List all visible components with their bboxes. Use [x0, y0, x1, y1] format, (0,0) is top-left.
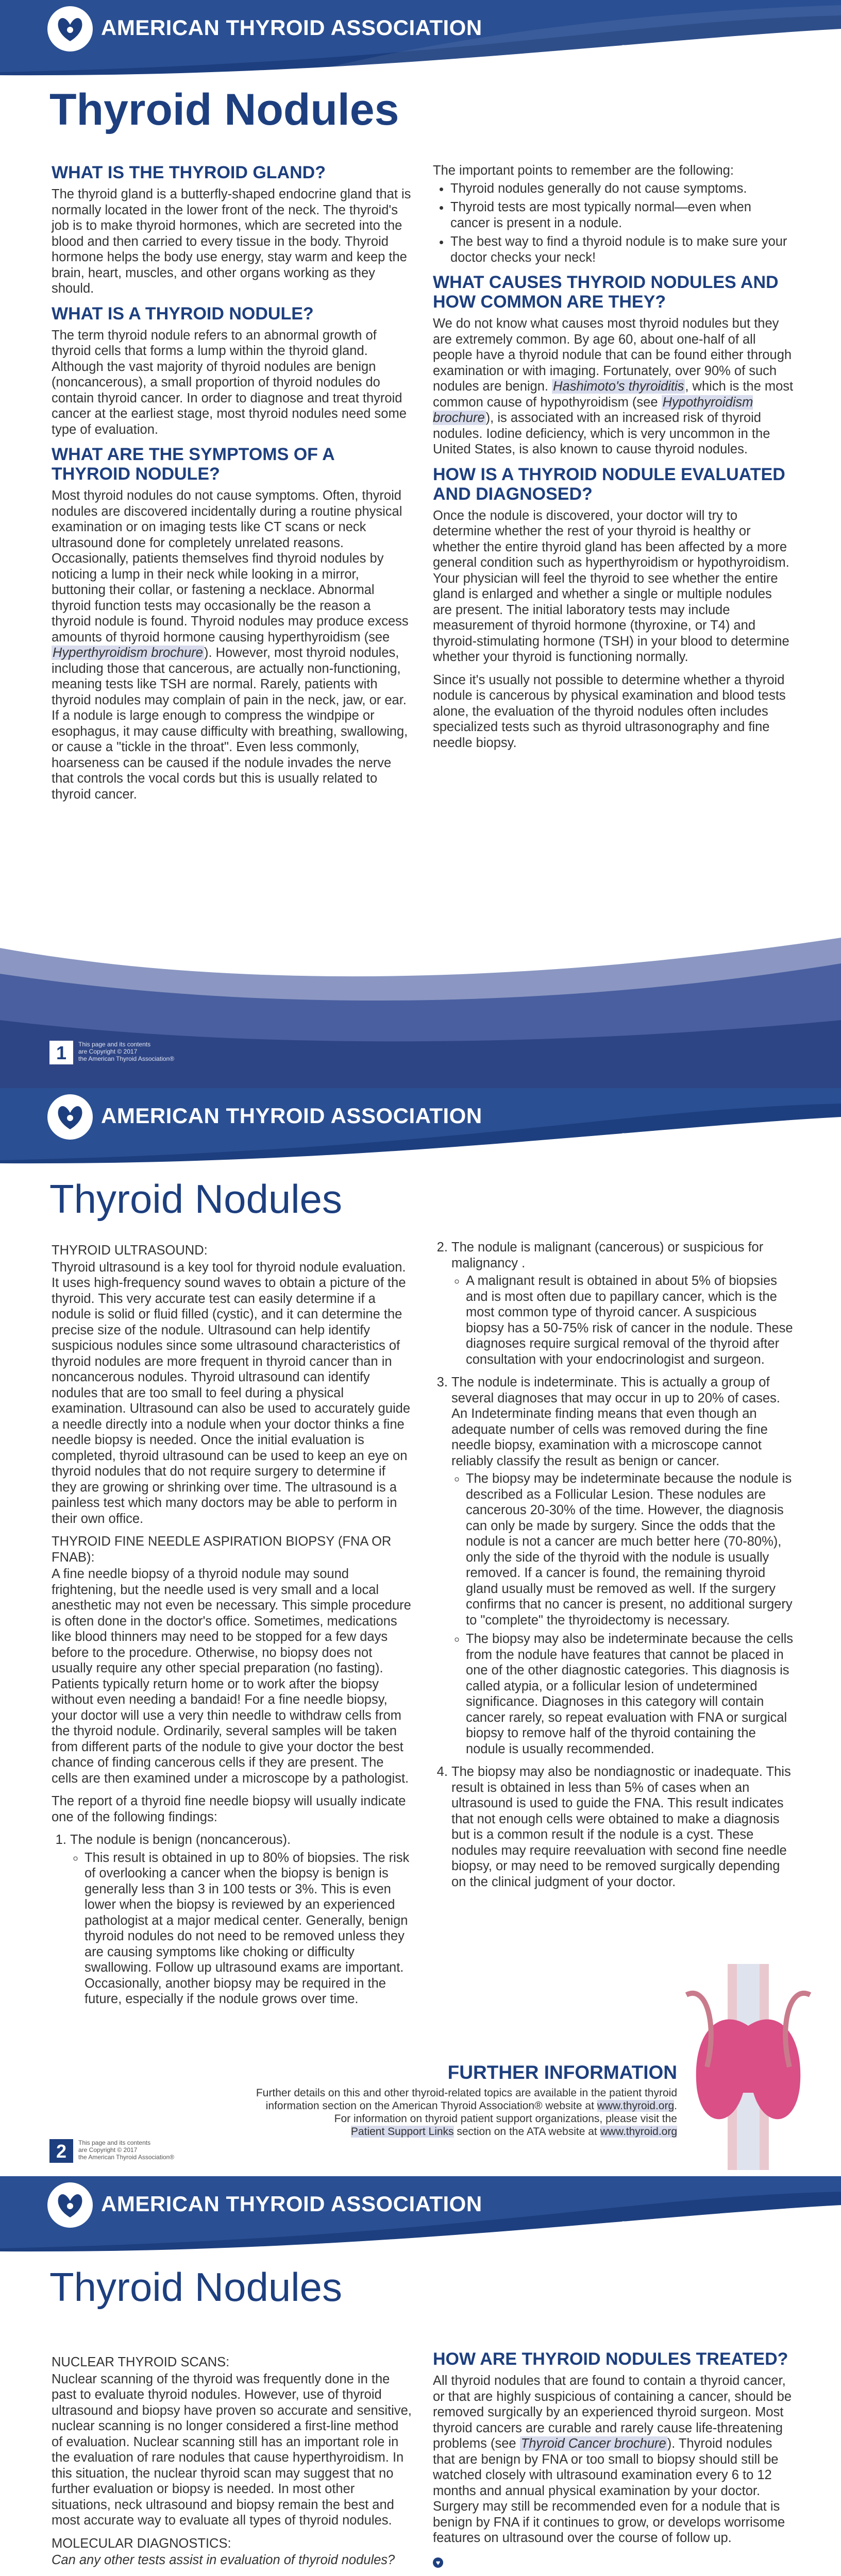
list-item: 4. The biopsy may also be nondiagnostic or inadequate. This result is obtained in less than 5% of cases when an ultrasound is used to guide the FNA. This result indicates that not enough cells were obtained to make a diagnosis but is a common result if the nodule is a cyst. These nodules may require reevaluation with second fine needle biopsy, or may need to be removed surgically depending on the clinical judgment of your doctor. — [451, 1764, 794, 1890]
sub-list — [451, 1471, 794, 1757]
page-3 — [0, 2176, 841, 2576]
copyright-line: This page and its contents — [78, 1041, 151, 1048]
section-body: Once the nodule is discovered, your doctor will try to determine whether the rest of your thyroid is healthy or whether the entire thyroid gland has been affected by a more general condition such as hyperthyroidism or hypothyroidism. Your physician will feel the thyroid to see whether the entire gland is enlarged and whether a single or multiple nodules are present. The initial laboratory tests may include measurement of thyroid hormone (thyroxine, or T4) and thyroid-stimulating hormone (TSH) in your blood to determine whether your thyroid is functioning normally. — [433, 508, 789, 664]
further-info-heading: FURTHER INFORMATION — [447, 2062, 677, 2083]
list-item — [70, 1832, 412, 2007]
thyroid-cancer-brochure-link[interactable]: Thyroid Cancer brochure — [520, 2436, 666, 2451]
further-info-text — [224, 2087, 677, 2138]
left-column — [52, 1238, 412, 2014]
copyright-notice — [78, 2139, 174, 2161]
ata-logo-icon[interactable] — [47, 1094, 93, 1140]
thyroid-site-link[interactable]: www.thyroid.org — [597, 2100, 675, 2112]
page-title: Thyroid Nodules — [49, 2264, 342, 2310]
info-line — [224, 2125, 677, 2138]
list-item — [451, 1375, 794, 1757]
body-text: All thyroid nodules that are found to contain a thyroid cancer, or that are highly suspicious of containing a cancer, should be removed surgically by an experienced thyroid surgeon. Most thyroid cancers are curable and rarely cause life-threatening problems (see — [433, 2374, 792, 2451]
ata-logo-icon[interactable] — [47, 6, 93, 52]
section-body: The report of a thyroid fine needle biopsy will usually indicate one of the following findings: — [52, 1794, 406, 1824]
patient-support-link[interactable]: Patient Support Links — [350, 2126, 454, 2138]
section-heading: WHAT IS THE THYROID GLAND? — [52, 163, 326, 182]
site-url-link[interactable]: www.thyroid.org — [621, 1125, 815, 1152]
copyright-line: are Copyright © 2017 — [78, 1048, 138, 1055]
footer-wave — [0, 917, 841, 1088]
section-body — [433, 2373, 794, 2546]
info-line: For information on thyroid patient support organizations, please visit the — [334, 2113, 677, 2125]
org-name[interactable]: AMERICAN THYROID ASSOCIATION — [101, 2192, 482, 2216]
section-heading: HOW ARE THYROID NODULES TREATED? — [433, 2349, 788, 2369]
right-column — [433, 2349, 794, 2569]
copyright-notice — [78, 1041, 174, 1062]
section-body: The thyroid gland is a butterfly-shaped endocrine gland that is normally located in the lower front of the neck. The thyroid's job is to make thyroid hormones, which are secreted into the blood and then carried to every tissue in the body. Thyroid hormone helps the body use energy, stay warm and keep the brain, heart, muscles, and other organs working as they should. — [52, 187, 411, 296]
page-title: Thyroid Nodules — [49, 1176, 342, 1222]
copyright-line: are Copyright © 2017 — [78, 2146, 138, 2154]
sub-list — [70, 1850, 412, 2007]
page-title: Thyroid Nodules — [49, 85, 399, 134]
section-heading: WHAT IS A THYROID NODULE? — [52, 303, 314, 324]
ata-logo-icon[interactable] — [47, 2182, 93, 2228]
subsection-heading: THYROID ULTRASOUND: — [52, 1243, 208, 1258]
list-item: • Thyroid tests are most typically normal—even when cancer is present in a nodule. — [450, 199, 794, 231]
page-number: 2 — [49, 2139, 73, 2163]
list-item: ◦ The biopsy may be indeterminate because the nodule is described as a Follicular Lesion. These nodules are cancerous 20-30% of the time. However, the diagnosis can only be made by surgery. Since the odds that the nodule is not a cancer are much better here (70-80%), only the side of the thyroid with the nodule is usually removed. If a cancer is found, the remaining thyroid gland usually must be removed as well. If the surgery confirms that no cancer is present, no additional surgery to "complete" the thyroidectomy is necessary. — [466, 1471, 794, 1628]
question-text: Can any other tests assist in evaluation of thyroid nodules? — [52, 2553, 395, 2567]
copyright-line: the American Thyroid Association® — [78, 2154, 175, 2161]
org-name[interactable]: AMERICAN THYROID ASSOCIATION — [101, 15, 482, 40]
page-1 — [0, 0, 841, 1088]
findings-list — [52, 1832, 412, 2007]
finding-title: The nodule is malignant (cancerous) or suspicious for malignancy . — [451, 1240, 764, 1270]
right-column — [433, 1238, 794, 1895]
info-text: information section on the American Thyroid Association® website at — [265, 2100, 597, 2112]
hypothyroidism-brochure-link[interactable]: Hypothyroidism brochure — [433, 395, 753, 425]
section-body: Thyroid ultrasound is a key tool for thyroid nodule evaluation. It uses high-frequency sound waves to obtain a picture of the thyroid. This very accurate test can easily determine if a nodule is solid or fluid filled (cystic), and it can determine the precise size of the nodule. Ultrasound can help identify suspicious nodules since some ultrasound characteristics of thyroid nodules are more frequent in thyroid cancer than in noncancerous nodules. Thyroid ultrasound can identify nodules that are too small to feel during a physical examination. Ultrasound can also be used to accurately guide a needle directly into a nodule when your doctor thinks a fine needle biopsy is needed. Once the initial evaluation is completed, thyroid ultrasound can be used to keep an eye on thyroid nodules that do not require surgery to determine if they are growing or shrinking over time. The ultrasound is a painless test which many doctors may be able to perform in their own office. — [52, 1260, 411, 1526]
subsection-heading: NUCLEAR THYROID SCANS: — [52, 2355, 230, 2369]
list-item: • The best way to find a thyroid nodule is to make sure your doctor checks your neck! — [450, 234, 794, 265]
findings-list-continued — [433, 1240, 794, 1890]
info-line: Further details on this and other thyroid-related topics are available in the patient thyroid — [256, 2087, 677, 2099]
body-text: ), is associated with an increased risk of thyroid nodules. Iodine deficiency, which is very uncommon in the United States, is also known to cause thyroid nodules. — [433, 411, 770, 456]
left-column — [52, 163, 412, 809]
body-text: ). However, most thyroid nodules, including those that cancerous, are actually non-functioning, meaning tests like TSH are normal. Rarely, patients with thyroid nodules may complain of pain in the neck, jaw, or ear. If a nodule is large enough to compress the windpipe or esophagus, it may cause difficulty with breathing, swallowing, or cause a "tickle in the throat". Even less commonly, hoarseness can be caused if the nodule invades the nerve that controls the vocal cords but this is usually related to thyroid cancer. — [52, 646, 408, 802]
body-text: ). Thyroid nodules that are benign by FNA or too small to biopsy should still be watched closely with ultrasound examination every 6 to 12 months and annual physical examination by your doctor. Surgery may still be recommended even for a nodule that is benign by FNA if it continues to grow, or develops worrisome features on ultrasound over the course of follow up. — [433, 2436, 785, 2545]
section-heading: WHAT CAUSES THYROID NODULES AND HOW COMMON ARE THEY? — [433, 273, 779, 312]
list-item: • Thyroid nodules generally do not cause symptoms. — [450, 181, 794, 197]
page-2 — [0, 1088, 841, 2176]
section-body: Nuclear scanning of the thyroid was frequently done in the past to evaluate thyroid nodules. However, use of thyroid ultrasound and biopsy have proven so accurate and sensitive, nuclear scanning is no longer considered a first-line method of evaluation. Nuclear scanning still has an important role in the evaluation of rare nodules that cause hyperthyroidism. In this situation, the nuclear thyroid scan may suggest that no further evaluation or biopsy is needed. In most other situations, neck ultrasound and biopsy remain the best and most accurate way to evaluate all types of thyroid nodules. — [52, 2371, 412, 2528]
info-text: . — [674, 2100, 677, 2112]
site-url-link[interactable]: www.thyroid.org — [621, 2213, 815, 2240]
section-body — [52, 488, 412, 802]
header-bar — [0, 1088, 841, 1165]
list-item: ◦ A malignant result is obtained in about 5% of biopsies and is most often due to papillary cancer, which is the most common type of thyroid cancer. A suspicious biopsy has a 50-75% risk of cancer in the nodule. These diagnoses require surgical removal of the thyroid after consultation with your endocrinologist and surgeon. — [466, 1273, 794, 1367]
sub-list — [451, 1273, 794, 1367]
header-bar — [0, 0, 841, 77]
section-body — [433, 316, 794, 457]
header-bar — [0, 2176, 841, 2253]
hashimotos-link[interactable]: Hashimoto's thyroiditis — [553, 379, 684, 394]
info-text: section on the ATA website at — [453, 2126, 600, 2138]
section-body: The term thyroid nodule refers to an abnormal growth of thyroid cells that forms a lump within the thyroid gland. Although the vast majority of thyroid nodules are benign (noncancerous), a small proportion of thyroid nodules do contain thyroid cancer. In order to diagnose and treat thyroid cancer at the earliest stage, most thyroid nodules need some type of evaluation. — [52, 328, 407, 437]
body-text: Most thyroid nodules do not cause symptoms. Often, thyroid nodules are discovered incidentally during a routine physical examination or on imaging tests like CT scans or neck ultrasound done for completely unrelated reasons. Occasionally, patients themselves find thyroid nodules by noticing a lump in their neck while looking in a mirror, buttoning their collar, or fastening a necklace. Abnormal thyroid function tests may occasionally be the reason a thyroid nodule is found. Thyroid nodules may produce excess amounts of thyroid hormone causing hyperthyroidism (see — [52, 488, 409, 645]
list-item: ◦ The biopsy may also be indeterminate because the cells from the nodule have features that cannot be placed in one of the other diagnostic categories. This diagnosis is called atypia, or a follicular lesion of undetermined significance. Diagnoses in this category will contain cancer rarely, so repeat evaluation with FNA or surgical biopsy to remove half of the thyroid containing the nodule is usually recommended. — [466, 1631, 794, 1757]
section-heading: WHAT ARE THE SYMPTOMS OF A THYROID NODULE? — [52, 445, 334, 484]
site-url-link[interactable]: www.thyroid.org — [621, 37, 815, 64]
thyroid-site-link[interactable]: www.thyroid.org — [600, 2126, 677, 2138]
list-item — [451, 1240, 794, 1367]
finding-title: The nodule is indeterminate. This is actually a group of several diagnoses that may occur in up to 20% of cases. An Indeterminate finding means that even though an adequate number of cells was removed during the fine needle biopsy, examination with a microscope cannot reliably classify the result as benign or cancer. — [451, 1375, 780, 1468]
copyright-line: This page and its contents — [78, 2139, 151, 2146]
finding-title: The nodule is benign (noncancerous). — [70, 1833, 291, 1847]
org-name[interactable]: AMERICAN THYROID ASSOCIATION — [101, 1104, 482, 1128]
body-text: , which is the most common cause of hypothyroidism (see — [433, 379, 794, 410]
copyright-line: the American Thyroid Association® — [78, 1055, 175, 1062]
body-text: We do not know what causes most thyroid nodules but they are extremely common. By age 60, about one-half of all people have a thyroid nodule that can be found either through examination or with imaging. Fortunately, over 90% of such nodules are benign. — [433, 316, 792, 394]
thyroid-anatomy-illustration — [676, 1964, 820, 2170]
info-line — [224, 2099, 677, 2112]
subsection-heading: MOLECULAR DIAGNOSTICS: — [52, 2536, 231, 2551]
section-body: Since it's usually not possible to determine whether a thyroid nodule is cancerous by physical examination and blood tests alone, the evaluation of the thyroid nodules often includes specialized tests such as thyroid ultrasonography and fine needle biopsy. — [433, 672, 786, 750]
points-list — [433, 181, 794, 266]
right-column — [433, 163, 794, 758]
section-body: A fine needle biopsy of a thyroid nodule may sound frightening, but the needle used is very small and a local anesthetic may not even be necessary. This simple procedure is often done in the doctor's office. Sometimes, medications like blood thinners may need to be stopped for a few days before to the procedure. Otherwise, no biopsy does not usually require any other special preparation (no fasting). Patients typically return home or to work after the biopsy without even needing a bandaid! For a fine needle biopsy, your doctor will use a very thin needle to withdraw cells from the thyroid nodule. Ordinarily, several samples will be taken from different parts of the nodule to give your doctor the best chance of finding cancerous cells if they are present. The cells are then examined under a microscope by a pathologist. — [52, 1567, 411, 1786]
hyperthyroidism-brochure-link[interactable]: Hyperthyroidism brochure — [53, 646, 203, 660]
points-intro: The important points to remember are the following: — [433, 163, 734, 178]
left-column — [52, 2349, 412, 2576]
subsection-heading: THYROID FINE NEEDLE ASPIRATION BIOPSY (FNA OR FNAB): — [52, 1534, 392, 1565]
page-number: 1 — [49, 1041, 73, 1064]
section-heading: HOW IS A THYROID NODULE EVALUATED AND DIAGNOSED? — [433, 464, 785, 504]
list-item: ◦ This result is obtained in up to 80% of biopsies. The risk of overlooking a cancer when the biopsy is benign is generally less than 3 in 100 tests or 3%. This is even lower when the biopsy is reviewed by an experienced pathologist at a major medical center. Generally, benign thyroid nodules do not need to be removed unless they are causing symptoms like choking or difficulty swallowing. Follow up ultrasound exams are important. Occasionally, another biopsy may be required in the future, especially if the nodule grows over time. — [85, 1850, 412, 2007]
ata-mini-logo-icon: ♥ — [433, 2557, 443, 2568]
